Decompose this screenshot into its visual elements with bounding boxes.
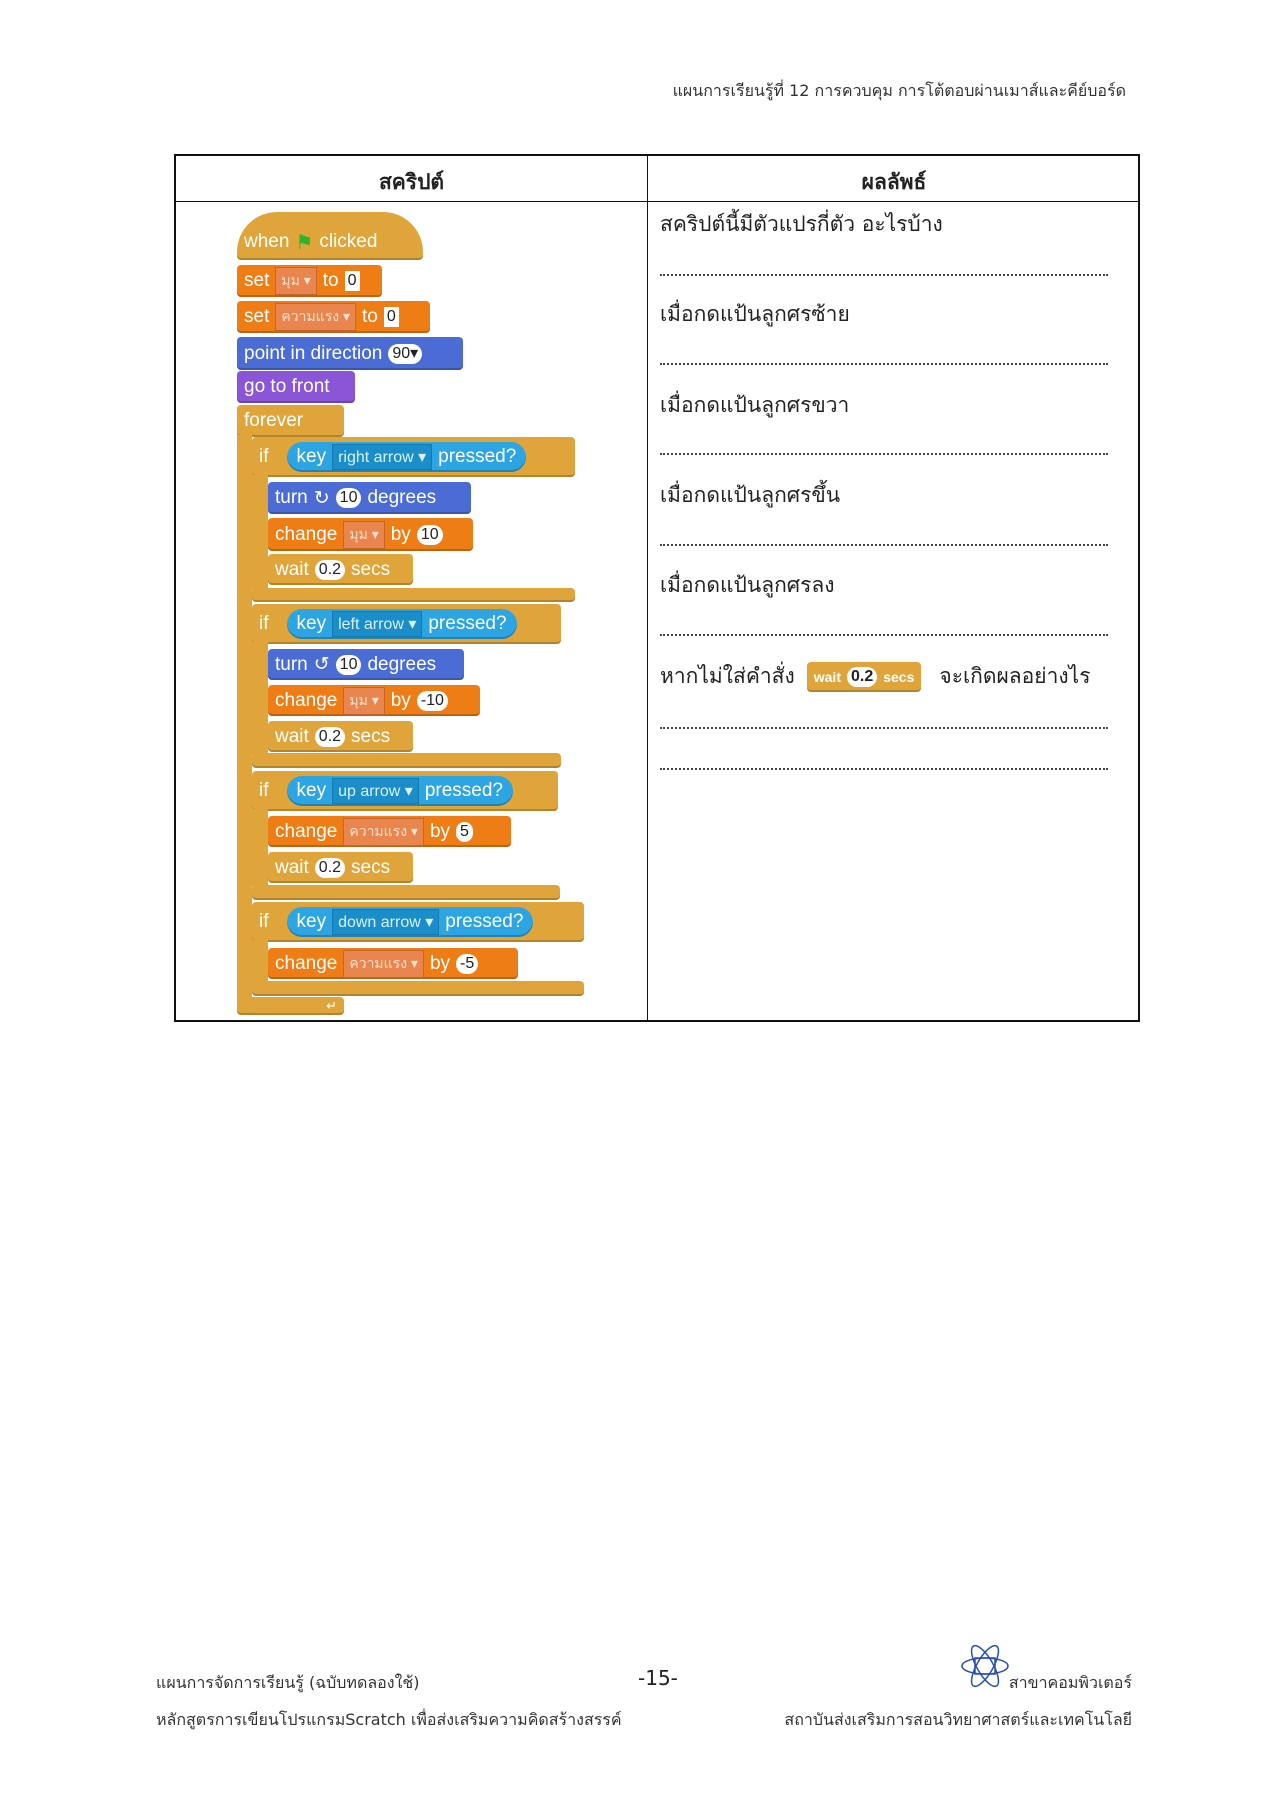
value-input[interactable]: 0 bbox=[384, 307, 399, 327]
ipst-logo bbox=[960, 1640, 1010, 1692]
page-header: แผนการเรียนรู้ที่ 12 การควบคุม การโต้ตอบผ่านเมาส์และคีย์บอร์ด bbox=[672, 81, 1126, 100]
variable-dropdown[interactable]: มุม ▾ bbox=[275, 267, 316, 295]
if-bottom bbox=[252, 753, 561, 768]
footer-plan-label: แผนการจัดการเรียนรู้ (ฉบับทดลองใช้) bbox=[156, 1673, 420, 1692]
key-dropdown[interactable]: left arrow ▾ bbox=[332, 611, 422, 637]
variable-dropdown[interactable]: ความแรง ▾ bbox=[275, 303, 356, 331]
set-variable-block bbox=[237, 265, 382, 297]
footer-department: สาขาคอมพิวเตอร์ bbox=[1008, 1673, 1132, 1692]
divider bbox=[647, 156, 648, 1020]
variable-dropdown[interactable]: ความแรง ▾ bbox=[343, 950, 424, 978]
block-label: set bbox=[244, 306, 270, 327]
if-bottom bbox=[252, 885, 560, 900]
turn-counterclockwise-icon: ↺ bbox=[313, 654, 330, 675]
key-pressed-block: key down arrow ▾ pressed? bbox=[287, 907, 534, 937]
divider bbox=[176, 201, 1138, 202]
green-flag-icon: ⚑ bbox=[295, 231, 314, 254]
if-block: if key left arrow ▾ pressed? bbox=[252, 604, 561, 644]
wait-block: wait 0.2 secs bbox=[268, 554, 413, 585]
if-block bbox=[252, 437, 575, 477]
value-input[interactable]: 10 bbox=[336, 488, 362, 508]
wait-block: wait 0.2 secs bbox=[268, 852, 413, 883]
question-text: หากไม่ใส่คำสั่ง bbox=[660, 664, 795, 688]
column-header-result: ผลลัพธ์ bbox=[861, 170, 927, 194]
change-variable-block: change มุม ▾ by 10 bbox=[268, 518, 473, 551]
if-bottom bbox=[252, 981, 584, 996]
turn-left-block: turn ↺ 10 degrees bbox=[268, 649, 464, 680]
key-dropdown[interactable]: down arrow ▾ bbox=[332, 909, 439, 935]
question-text: จะเกิดผลอย่างไร bbox=[939, 664, 1091, 688]
footer-institute: สถาบันส่งเสริมการสอนวิทยาศาสตร์และเทคโนโลยี bbox=[784, 1710, 1132, 1729]
block-label: to bbox=[322, 270, 339, 291]
variable-dropdown[interactable]: มุม ▾ bbox=[343, 687, 384, 715]
page-number: -15- bbox=[638, 1666, 678, 1690]
value-input[interactable]: 10 bbox=[336, 655, 362, 675]
forever-arm bbox=[237, 435, 252, 1000]
answer-line[interactable] bbox=[660, 768, 1108, 770]
value-input[interactable]: 0.2 bbox=[315, 727, 345, 747]
key-pressed-block: key right arrow ▾ pressed? bbox=[287, 442, 527, 472]
question-right-arrow: เมื่อกดแป้นลูกศรขวา bbox=[660, 393, 850, 417]
question-variables: สคริปต์นี้มีตัวแปรกี่ตัว อะไรบ้าง bbox=[660, 212, 943, 236]
forever-block: forever bbox=[237, 405, 344, 437]
if-arm bbox=[252, 642, 268, 755]
question-down-arrow: เมื่อกดแป้นลูกศรลง bbox=[660, 573, 835, 597]
change-variable-block: change ความแรง ▾ by -5 bbox=[268, 948, 518, 979]
point-in-direction-block bbox=[237, 337, 463, 370]
loop-arrow-icon: ↵ bbox=[326, 998, 337, 1013]
answer-line[interactable] bbox=[660, 634, 1108, 636]
if-arm bbox=[252, 940, 268, 985]
key-pressed-block: key left arrow ▾ pressed? bbox=[287, 609, 517, 639]
value-input[interactable]: -5 bbox=[456, 954, 478, 974]
answer-line[interactable] bbox=[660, 274, 1108, 276]
set-variable-block bbox=[237, 301, 430, 333]
block-label: point in direction bbox=[244, 342, 383, 364]
answer-line[interactable] bbox=[660, 363, 1108, 365]
key-pressed-block: key up arrow ▾ pressed? bbox=[287, 776, 513, 806]
if-block: if key up arrow ▾ pressed? bbox=[252, 771, 558, 811]
turn-right-block: turn ↻ 10 degrees bbox=[268, 482, 471, 514]
if-bottom bbox=[252, 588, 575, 602]
block-label: to bbox=[361, 306, 378, 327]
variable-dropdown[interactable]: มุม ▾ bbox=[343, 521, 384, 549]
change-variable-block: change ความแรง ▾ by 5 bbox=[268, 816, 511, 847]
answer-line[interactable] bbox=[660, 453, 1108, 455]
variable-dropdown[interactable]: ความแรง ▾ bbox=[343, 818, 424, 846]
go-to-front-block: go to front bbox=[237, 371, 355, 403]
wait-block: wait 0.2 secs bbox=[268, 721, 413, 752]
value-input[interactable]: 0 bbox=[345, 271, 360, 291]
if-arm bbox=[252, 475, 268, 590]
key-dropdown[interactable]: right arrow ▾ bbox=[332, 444, 432, 470]
block-label: clicked bbox=[319, 231, 378, 252]
if-block: if key down arrow ▾ pressed? bbox=[252, 902, 584, 942]
block-label: when bbox=[244, 231, 290, 252]
block-label: if bbox=[259, 446, 269, 467]
direction-dropdown[interactable]: 90▾ bbox=[388, 344, 422, 364]
answer-line[interactable] bbox=[660, 544, 1108, 546]
answer-line[interactable] bbox=[660, 727, 1108, 729]
if-arm bbox=[252, 809, 268, 887]
key-dropdown[interactable]: up arrow ▾ bbox=[332, 778, 419, 804]
wait-block-inline: wait 0.2 secs bbox=[807, 662, 922, 692]
question-left-arrow: เมื่อกดแป้นลูกศรซ้าย bbox=[660, 302, 850, 326]
value-input[interactable]: 10 bbox=[417, 525, 443, 545]
value-input[interactable]: -10 bbox=[417, 691, 448, 711]
question-up-arrow: เมื่อกดแป้นลูกศรขึ้น bbox=[660, 483, 841, 507]
block-label: set bbox=[244, 270, 270, 291]
when-flag-clicked-block bbox=[237, 212, 423, 260]
column-header-script: สคริปต์ bbox=[378, 170, 445, 194]
value-input[interactable]: 5 bbox=[456, 822, 473, 842]
value-input[interactable]: 0.2 bbox=[315, 858, 345, 878]
footer-course-label: หลักสูตรการเขียนโปรแกรมScratch เพื่อส่งเสริมความคิดสร้างสรรค์ bbox=[156, 1710, 622, 1729]
turn-clockwise-icon: ↻ bbox=[313, 487, 330, 509]
change-variable-block: change มุม ▾ by -10 bbox=[268, 685, 480, 716]
question-without-wait bbox=[660, 660, 1140, 693]
value-input[interactable]: 0.2 bbox=[315, 560, 345, 580]
forever-bottom bbox=[237, 997, 344, 1015]
